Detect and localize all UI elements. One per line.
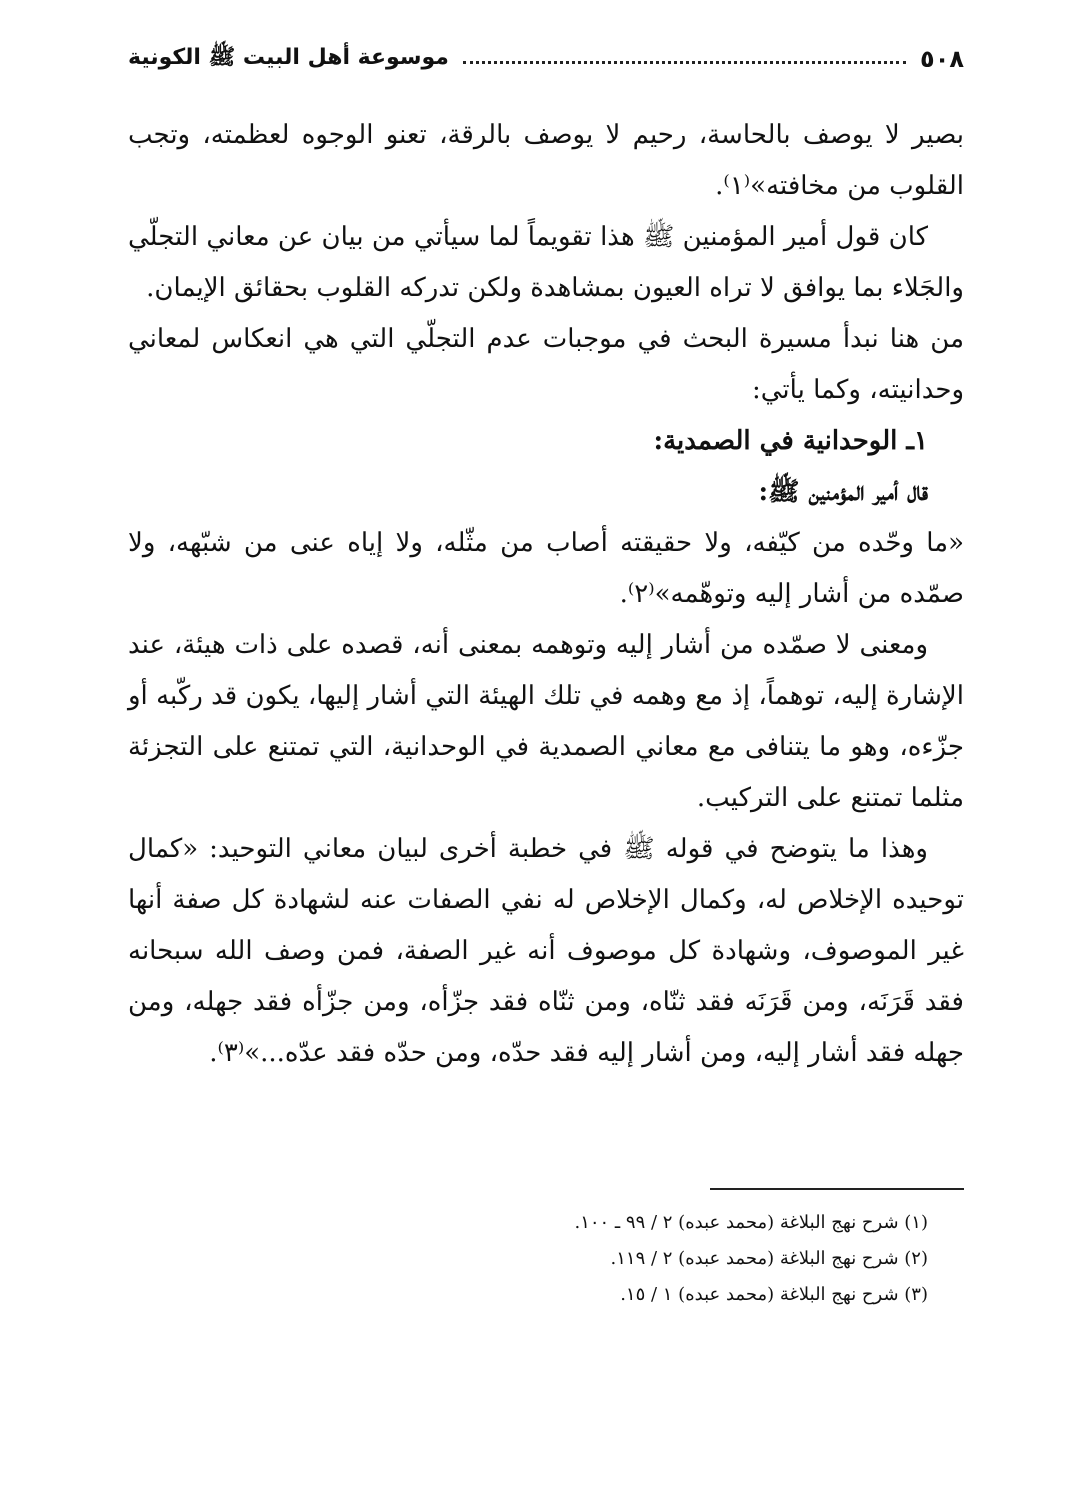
- paragraph-sermon-quote: وهذا ما يتوضح في قوله ﷺ في خطبة أخرى لبيان معاني التوحيد: «كمال توحيده الإخلاص له، وكمال الإخلاص له نفي الصفات عنه لشهادة كل صفة أنها غير الموصوف، وشهادة كل موصوف أنه غير الصفة، فمن وصف الله سبحانه فقد قَرَنَه، ومن قَرَنَه فقد ثنّاه، ومن ثنّاه فقد جزّأه، ومن جزّأه فقد جهله، ومن جهله فقد أشار إليه، ومن أشار إليه فقد حدّه، ومن حدّه فقد عدّه...»⁽٣⁾.: [128, 834, 964, 1068]
- running-header: [128, 34, 964, 84]
- main-text: [128, 110, 964, 1079]
- footnote-item: (٢) شرح نهج البلاغة (محمد عبده) ٢ / ١١٩.: [610, 1248, 928, 1269]
- footnote-item: (٣) شرح نهج البلاغة (محمد عبده) ١ / ١٥.: [620, 1284, 928, 1305]
- paragraph-explanation: ومعنى لا صمّده من أشار إليه وتوهمه بمعنى أنه، قصده على ذات هيئة، عند الإشارة إليه، توهماً، إذ مع وهمه في تلك الهيئة التي أشار إليها، يكون قد ركّبه أو جزّءه، وهو ما يتنافى مع معاني الصمدية في الوحدانية، التي تمتنع على التجزئة مثلما تمتنع على التركيب.: [128, 630, 964, 813]
- paragraph-quote-continuation: بصير لا يوصف بالحاسة، رحيم لا يوصف بالرقة، تعنو الوجوه لعظمته، وتجب القلوب من مخافته»⁽١⁾.: [128, 120, 964, 201]
- page-number: ٥٠٨: [920, 45, 964, 73]
- header-dotted-leader: [463, 61, 906, 64]
- footnotes: [128, 1205, 964, 1313]
- footnote-item: (١) شرح نهج البلاغة (محمد عبده) ٢ / ٩٩ ـ ١٠٠.: [574, 1212, 928, 1233]
- paragraph-quote: «ما وحّده من كيّفه، ولا حقيقته أصاب من مثّله، ولا إياه عنى من شبّهه، ولا صمّده من أشار إليه وتوهّمه»⁽٢⁾.: [128, 528, 964, 609]
- paragraph-introduction: من هنا نبدأ مسيرة البحث في موجبات عدم التجلّي التي هي انعكاس لمعاني وحدانيته، وكما يأتي:: [128, 324, 964, 405]
- quote-attribution: قال أمير المؤمنين ﷺ:: [758, 477, 928, 507]
- footnote-separator: [710, 1188, 964, 1190]
- section-heading: ١ـ الوحدانية في الصمدية:: [653, 426, 928, 456]
- running-title: موسوعة أهل البيت ﷺ الكونية: [128, 45, 449, 70]
- paragraph-commentary: كان قول أمير المؤمنين ﷺ هذا تقويماً لما سيأتي من بيان عن معاني التجلّي والجَلاء بما يوافق لا تراه العيون بمشاهدة ولكن تدركه القلوب بحقائق الإيمان.: [128, 222, 964, 303]
